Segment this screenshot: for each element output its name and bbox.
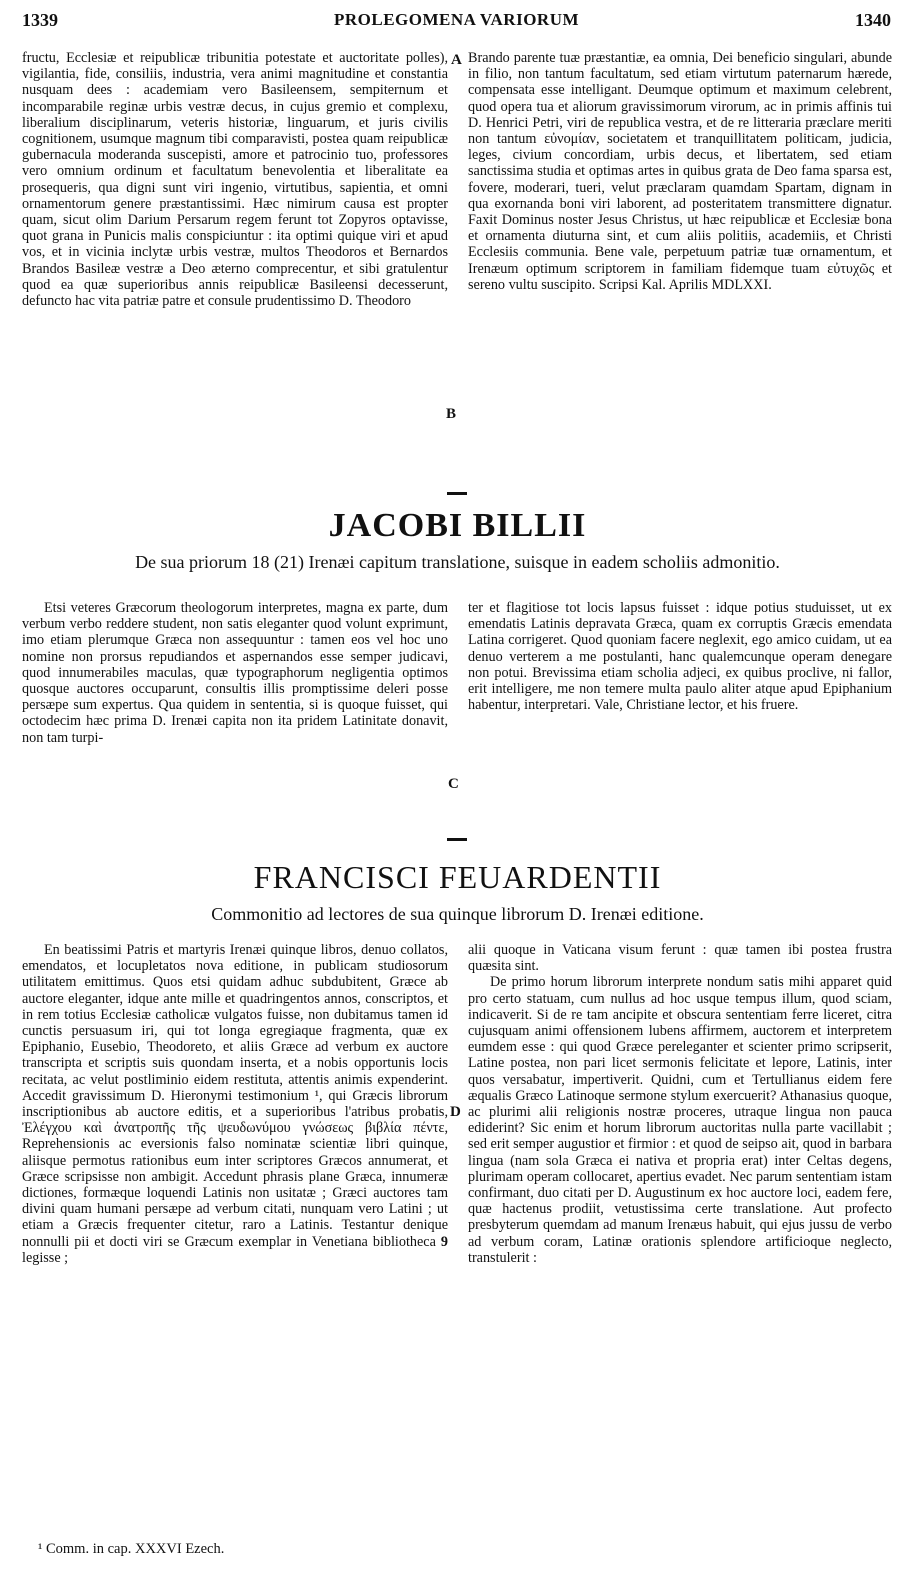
running-title: PROLEGOMENA VARIORUM [333, 10, 580, 29]
right-page-number: 1340 [855, 10, 891, 30]
feuardentii-right-text-2: De primo horum librorum interprete nondum satis mihi apparet quid pro certo statuam, cum nullus ad hoc usque tempus illum, quod sciam, indicaverit. Si de re tam ancipite et obscura sententiam ferre liceret, citra cujusquam animi offensionem lubens affirmem, auctorem et interpretem eumdem esse : qui quod Græce pereleganter et scienter primo scripserit, Latine postea, non pari licet sermonis felicitate et lepore, Latinis, inter quos versabatur, impertiverit. Quidni, cum et Tertullianus eidem fere æqualis Græco Latinoque sermone stylum exercuerit? Athanasius quoque, ac plurimi alii religionis nostræ proceres, utraque lingua non pauca ediderint? Sic enim et horum librorum auctoritas nulla parte vacillabit ; sed erit semper augustior et firmior : et quod de seipso ait, quod in barbara lingua (nam sola Græca ei nativa et propria erat) inter Celtas degens, plurimam operam collocaret, apertius evadet. Nec parum sententiam istam confirmant, duo citati per D. Augustinum ex hoc auctore loci, eadem fere, quæ hactenus prodiit, vetustissima certe translatione. Aut profecto presbyterum quemdam ad manum Irenæus habuit, qui ejus jussu de verbo ad verbum coram, Latinæ orationis splendore artificioque neglecto, transtulerit : [468, 974, 892, 1266]
top-left-column [22, 50, 448, 309]
left-page-number: 1339 [22, 10, 58, 30]
billii-left-column [22, 600, 448, 746]
column-marker-a: A [451, 52, 462, 68]
feuardentii-right-column [468, 942, 892, 1266]
column-marker-b: B [446, 406, 457, 422]
feuardentii-left-tail: legisse ; [22, 1249, 69, 1266]
section-title-billii: JACOBI BILLII [328, 507, 587, 544]
billii-right-text: ter et flagitiose tot locis lapsus fuisset : idque potius studuisset, ut ex emendatis Latinis depravata Græca, quam ex corruptis Græcis emendata Latina corrigeret. Quod quoniam facere neglexit, ego amico cuidam, ut ea denuo verterem a me postulanti, hanc qualemcunque operam denegare non potui. Brevissima etiam scholia adjeci, ex quibus proclive, ni fallor, erit intelligere, me non temere multa paulo aliter atque apud Epiphanium habentur, interpretari. Vale, Christiane lector, et his fruere. [468, 600, 892, 714]
feuardentii-left-column [22, 942, 448, 1266]
column-marker-d: D [450, 1104, 461, 1120]
signature-numeral: 9 [440, 1233, 448, 1250]
top-left-text: fructu, Ecclesiæ et reipublicæ tribunitia potestate et auctoritate polles), vigilantia, fide, consiliis, industria, vera animi magnitudine et constantia nusquam dees : academiam vero Basileensem, sempiternum et incomparabile reginæ urbis vestræ decus, in cujus gremio et complexu, liberalium disciplinarum, veteris historiæ, linguarum, et juris civilis cognitionem, usumque magnum tibi comparavisti, postea quam reipublicæ gubernacula moderanda suscepisti, amore et patrocinio tuo, professores vero omnium ordinum et facultatum benevolentia et liberalitate ea prosequeris, qua digni sunt viri ingenio, virtutibus, sapientia, et omni ornamentorum genere præstantissimi. Hæc nimirum causa est propter quam, sicut olim Darium Persarum regem ferunt tot Zopyros optavisse, quot grana in Punicis malis conspiciuntur : ita optimi quique viri et apud vos, et in vicinia inclytæ urbis vestræ, multos Theodoros et Bernardos Brandos Basileæ vestræ a Deo æterno comprecentur, et sibi gratulentur quod ea quæ superioribus annis reipublicæ Basileensi decesserunt, defuncto hac vita patriæ patre et consule prudentissimo D. Theodoro [22, 50, 448, 310]
top-right-text: Brando parente tuæ præstantiæ, ea omnia, Dei beneficio singulari, abunde in filio, non tantum facultatum, sed etiam virtutum paternarum hærede, compensata esse intelligant. Deumque optimum et maximum celebrent, quod opera tua et aliorum gravissimorum virorum, ac in primis affinis tui D. Henrici Petri, viri de republica vestra, et de re litteraria præclare meriti non tantum εὐνομίαν, societatem et tranquillitatem politicam, judicia, leges, civium concordiam, urbis decus, et libertatem, sed etiam sanctissima studia et optimas artes in quibus grata de Deo fama sparsa est, fovere, moderari, tueri, velut præclaram quamdam Spartam, dignam in qua exornanda boni viri laborent, ad posteritatem transmittere dignatur. Faxit Dominus noster Jesus Christus, ut hæc reipublicæ et Ecclesiæ bona et ornamenta diuturna sint, et cum aliis politiis, academiis, et Christi Ecclesiis communia. Bene vale, perpetuum patriæ tuæ ornamentum, et Irenæum optimum scriptorem in familiam fidemque tuam εὐτυχῶς et sereno vultu suscipito. Scripsi Kal. Aprilis MDLXXI. [468, 50, 892, 293]
billii-left-text: Etsi veteres Græcorum theologorum interpretes, magna ex parte, dum verbum verbo reddere student, non satis eleganter quod volunt exprimunt, imo etiam plerumque Græca non assequuntur : tamen eos vel hoc uno nomine non prorsus repudiandos et aspernandos esse semper judicavi, quod innumerabiles maculas, quæ typographorum negligentia optimos quosque auctores occuparunt, consultis illis promptissime deleri posse persæpe sum expertus. Qua quidem in sententia, si is quoque fuisset, qui octodecim hæc prima D. Irenæi capita non ita pridem Latinitate donavit, non tam turpi- [22, 600, 448, 746]
footnote: ¹ Comm. in cap. XXXVI Ezech. [38, 1541, 225, 1557]
section-subtitle-billii: De sua priorum 18 (21) Irenæi capitum translatione, suisque in eadem scholiis admonitio. [135, 552, 780, 572]
billii-right-column [468, 600, 892, 713]
separator-rule [447, 492, 467, 495]
separator-rule [447, 838, 467, 841]
section-subtitle-feuardentii: Commonitio ad lectores de sua quinque librorum D. Irenæi editione. [211, 904, 704, 924]
column-marker-c: C [448, 776, 459, 792]
section-title-feuardentii: FRANCISCI FEUARDENTII [253, 859, 662, 895]
top-right-column [468, 50, 892, 293]
feuardentii-left-text: En beatissimi Patris et martyris Irenæi quinque libros, denuo collatos, emendatos, et locupletatos nova editione, in publicam studiosorum utilitatem emittimus. Quos etsi quidam adhuc subdubitent, Græce ab auctore eleganter, idque ante mille et quadringentos annos, conscriptos, et in rem totius Ecclesiæ catholicæ vulgatos fuisse, non dubitamus tamen id cunctis persuasum iri, qui tot longa egregiaque fragmenta, quæ ex Epiphanio, Eusebio, Theodoreto, et aliis Græce ad verbum ex auctore transcripta et scriptis suis quondam inserta, et a nobis opportunis locis recitata, ac velut postliminio eidem restituta, attentis animis expenderint. Accedit gravissimum D. Hieronymi testimonium ¹, qui Græcis librorum inscriptionibus ab auctore editis, et a superioribus l'atribus probatis, Ἐλέγχου καὶ ἀνατροπῆς τῆς ψευδωνύμου γνώσεως βιβλία πέντε, Reprehensionis ac eversionis falso nominatæ scientiæ libri quinque, aliisque permotus rationibus eum inter scriptores Græcos annumerat, et Græce scripsisse non ambigit. Accedunt phrasis plane Græca, innumeræ dictiones, formæque loquendi Latinis non usitatæ ; Græci auctores tam divini quam humani persæpe ad verbum citati, nunquam vero Latini ; ut etiam a Græcis frequenter citetur, raro a Latinis. Testantur denique nonnulli pii et docti viri se Græcum exemplar in Venetiana bibliotheca [22, 942, 448, 1250]
feuardentii-right-text-1: alii quoque in Vaticana visum ferunt : quæ tamen ibi postea frustra quæsita sint. [468, 942, 892, 975]
running-header [22, 10, 891, 34]
